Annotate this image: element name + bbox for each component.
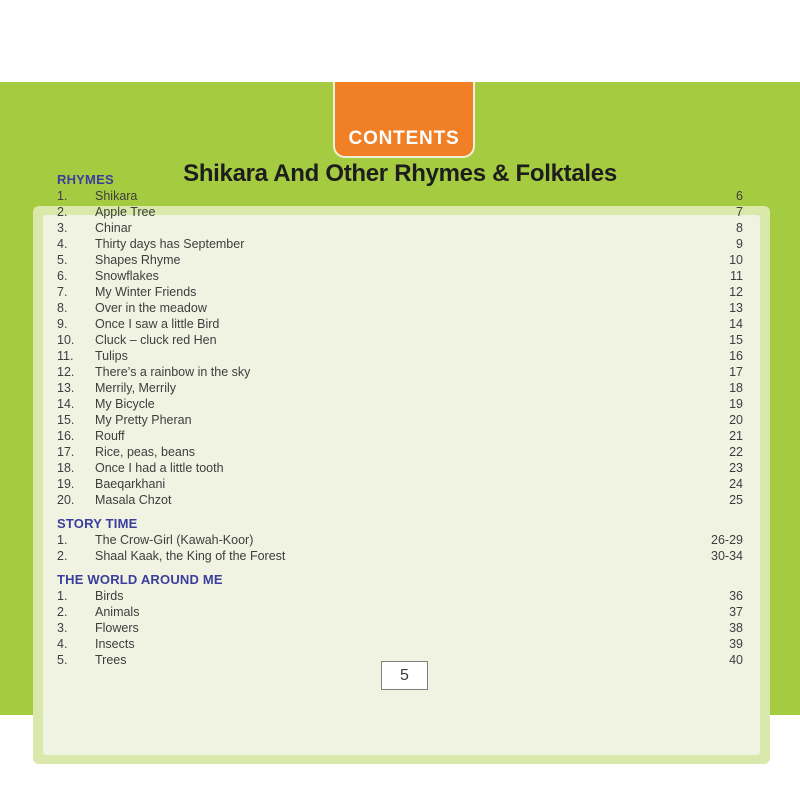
item-title: Thirty days has September — [95, 237, 245, 251]
item-number: 10. — [57, 333, 75, 347]
item-title: Once I saw a little Bird — [95, 317, 220, 331]
item-number: 17. — [57, 445, 75, 459]
table-of-contents — [57, 171, 743, 668]
item-title: Insects — [95, 637, 135, 651]
toc-row — [57, 620, 743, 636]
item-page: 40 — [729, 653, 743, 667]
item-title: Masala Chzot — [95, 493, 172, 507]
item-page: 12 — [729, 285, 743, 299]
item-title: My Bicycle — [95, 397, 155, 411]
item-page: 18 — [729, 381, 743, 395]
toc-row — [57, 252, 743, 268]
toc-row — [57, 460, 743, 476]
contents-tab-label: CONTENTS — [348, 128, 460, 149]
item-title: Over in the meadow — [95, 301, 207, 315]
item-number: 4. — [57, 637, 68, 651]
item-page: 25 — [729, 493, 743, 507]
item-title: The Crow-Girl (Kawah-Koor) — [95, 533, 254, 547]
item-number: 16. — [57, 429, 75, 443]
section-header: RHYMES — [57, 172, 114, 187]
item-title: There’s a rainbow in the sky — [95, 365, 251, 379]
item-title: Cluck – cluck red Hen — [95, 333, 217, 347]
page-number: 5 — [400, 666, 409, 684]
toc-row — [57, 348, 743, 364]
item-page: 7 — [736, 205, 743, 219]
item-number: 1. — [57, 533, 68, 547]
toc-row — [57, 588, 743, 604]
item-title: My Pretty Pheran — [95, 413, 192, 427]
item-number: 13. — [57, 381, 75, 395]
item-title: Merrily, Merrily — [95, 381, 177, 395]
item-page: 16 — [729, 349, 743, 363]
toc-row — [57, 412, 743, 428]
item-title: Shapes Rhyme — [95, 253, 181, 267]
item-number: 7. — [57, 285, 68, 299]
item-page: 6 — [736, 189, 743, 203]
item-page: 23 — [729, 461, 743, 475]
item-title: Shikara — [95, 189, 138, 203]
item-page: 15 — [729, 333, 743, 347]
toc-row — [57, 492, 743, 508]
toc-row — [57, 236, 743, 252]
contents-tab — [333, 82, 475, 158]
item-title: Snowflakes — [95, 269, 159, 283]
item-title: Animals — [95, 605, 140, 619]
item-page: 10 — [729, 253, 743, 267]
item-title: Flowers — [95, 621, 139, 635]
item-page: 19 — [729, 397, 743, 411]
section-header: THE WORLD AROUND ME — [57, 572, 223, 587]
toc-row — [57, 364, 743, 380]
item-number: 2. — [57, 605, 68, 619]
toc-row — [57, 636, 743, 652]
item-page: 9 — [736, 237, 743, 251]
item-number: 15. — [57, 413, 75, 427]
item-title: Tulips — [95, 349, 128, 363]
item-number: 14. — [57, 397, 75, 411]
toc-section — [57, 171, 743, 508]
item-title: Once I had a little tooth — [95, 461, 224, 475]
item-page: 20 — [729, 413, 743, 427]
toc-row — [57, 444, 743, 460]
item-page: 30-34 — [711, 549, 743, 563]
toc-row — [57, 204, 743, 220]
item-number: 1. — [57, 589, 68, 603]
item-page: 21 — [729, 429, 743, 443]
item-number: 5. — [57, 653, 68, 667]
item-number: 2. — [57, 205, 68, 219]
item-page: 39 — [729, 637, 743, 651]
item-number: 9. — [57, 317, 68, 331]
item-page: 8 — [736, 221, 743, 235]
section-header: STORY TIME — [57, 516, 138, 531]
item-number: 5. — [57, 253, 68, 267]
item-number: 19. — [57, 477, 75, 491]
item-number: 2. — [57, 549, 68, 563]
item-number: 11. — [57, 349, 74, 363]
toc-row — [57, 316, 743, 332]
toc-row — [57, 604, 743, 620]
item-page: 24 — [729, 477, 743, 491]
item-page: 26-29 — [711, 533, 743, 547]
item-page: 36 — [729, 589, 743, 603]
item-title: Trees — [95, 653, 127, 667]
toc-row — [57, 532, 743, 548]
item-page: 13 — [729, 301, 743, 315]
item-number: 3. — [57, 621, 68, 635]
item-page: 14 — [729, 317, 743, 331]
item-title: Shaal Kaak, the King of the Forest — [95, 549, 286, 563]
toc-row — [57, 548, 743, 564]
item-title: Chinar — [95, 221, 132, 235]
item-title: Rice, peas, beans — [95, 445, 196, 459]
item-title: Apple Tree — [95, 205, 156, 219]
toc-row — [57, 268, 743, 284]
toc-section — [57, 515, 743, 564]
toc-section — [57, 571, 743, 668]
item-number: 4. — [57, 237, 68, 251]
item-title: My Winter Friends — [95, 285, 197, 299]
toc-row — [57, 396, 743, 412]
item-page: 11 — [730, 269, 743, 283]
item-number: 8. — [57, 301, 68, 315]
item-number: 12. — [57, 365, 75, 379]
toc-row — [57, 220, 743, 236]
item-number: 1. — [57, 189, 68, 203]
item-number: 18. — [57, 461, 75, 475]
item-number: 3. — [57, 221, 68, 235]
item-page: 37 — [729, 605, 743, 619]
item-title: Rouff — [95, 429, 125, 443]
toc-row — [57, 300, 743, 316]
item-page: 22 — [729, 445, 743, 459]
item-title: Birds — [95, 589, 124, 603]
item-title: Baeqarkhani — [95, 477, 166, 491]
toc-row — [57, 380, 743, 396]
item-number: 20. — [57, 493, 75, 507]
item-number: 6. — [57, 269, 68, 283]
toc-row — [57, 284, 743, 300]
book-title: Shikara And Other Rhymes & Folktales — [183, 160, 617, 187]
toc-row — [57, 188, 743, 204]
toc-row — [57, 428, 743, 444]
item-page: 38 — [729, 621, 743, 635]
item-page: 17 — [729, 365, 743, 379]
toc-row — [57, 332, 743, 348]
page-number-box — [381, 661, 428, 690]
toc-row — [57, 476, 743, 492]
